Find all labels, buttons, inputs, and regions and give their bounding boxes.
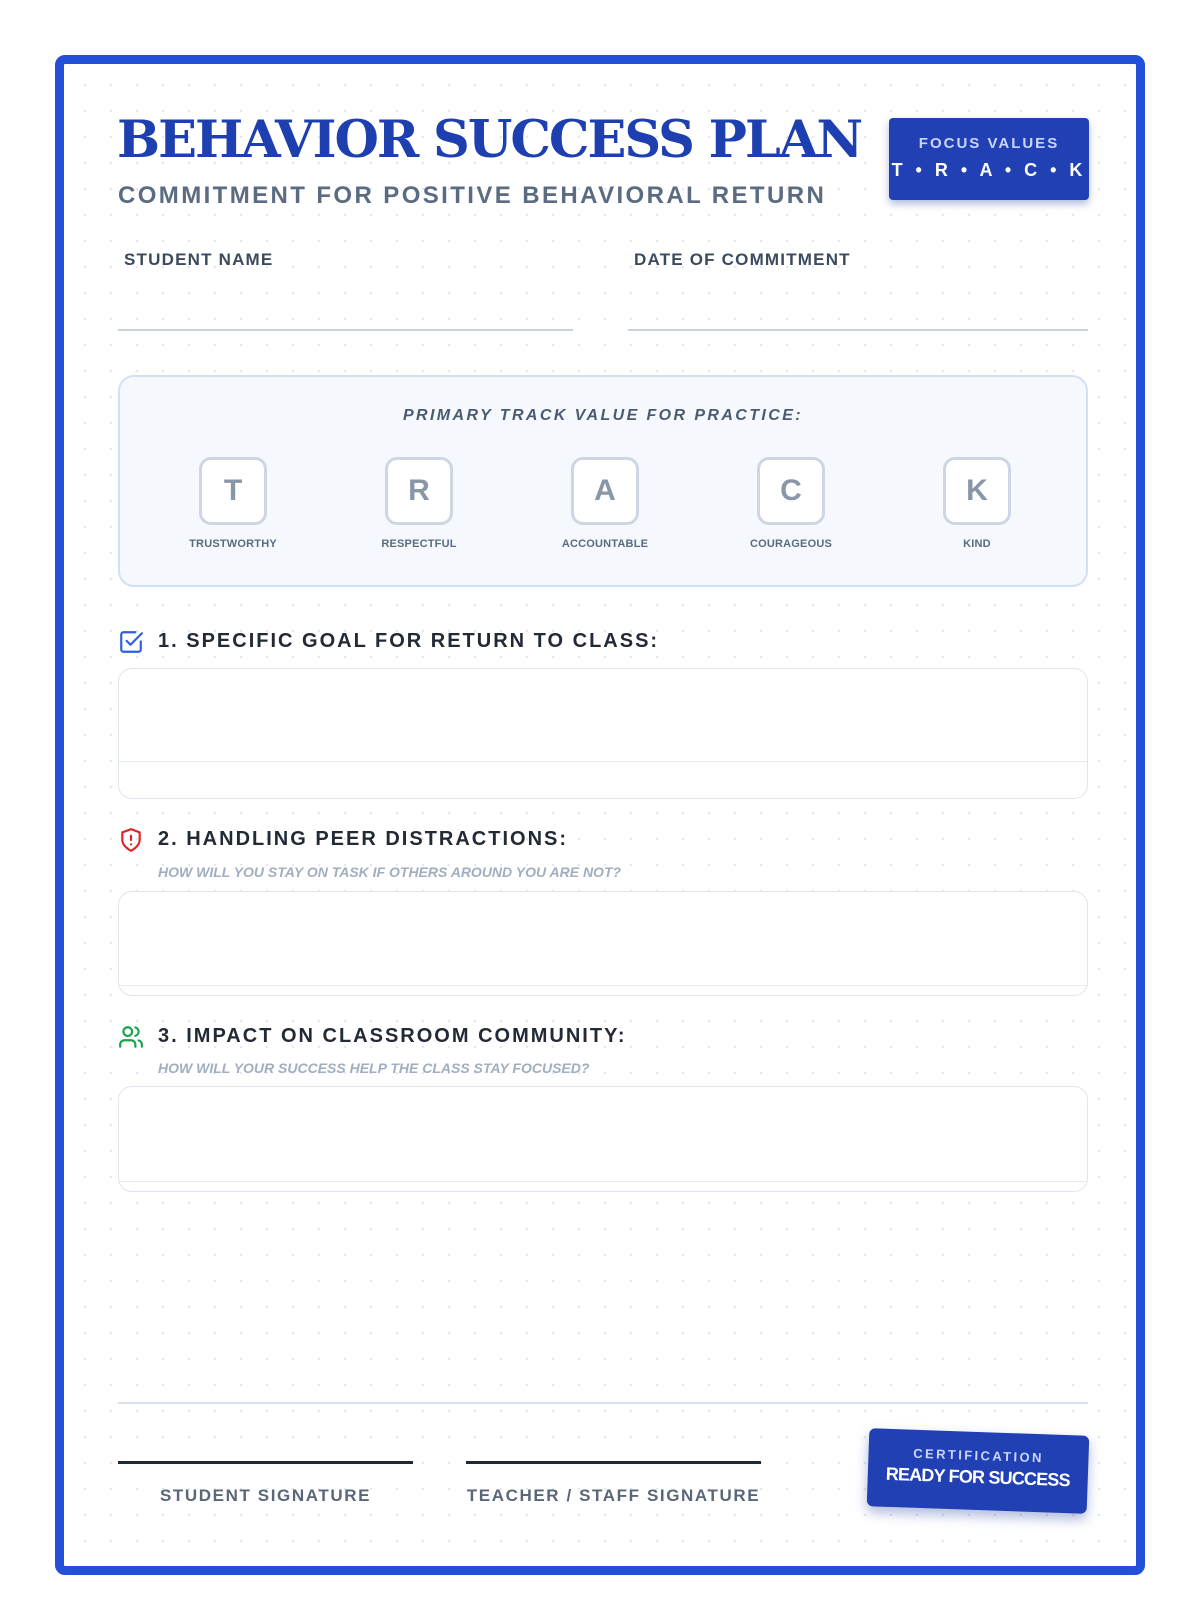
value-letter-k: K [943, 457, 1011, 525]
value-letter-t: T [199, 457, 267, 525]
value-word-respectful: RESPECTFUL [381, 538, 457, 550]
section-title-goal: 1. SPECIFIC GOAL FOR RETURN TO CLASS: [158, 630, 660, 652]
student-name-label: STUDENT NAME [124, 250, 274, 269]
users-icon [118, 1024, 144, 1050]
answer-rule [119, 761, 1087, 762]
shield-alert-icon [118, 827, 144, 853]
answer-rule [119, 1181, 1087, 1182]
certification-stamp [867, 1428, 1090, 1514]
student-name-field[interactable] [118, 329, 573, 331]
date-label: DATE OF COMMITMENT [634, 250, 851, 269]
section-prompt-impact: HOW WILL YOUR SUCCESS HELP THE CLASS STAY FOCUSED? [158, 1060, 590, 1076]
teacher-signature-line[interactable] [466, 1461, 761, 1464]
track-values-panel [118, 375, 1088, 587]
value-word-accountable: ACCOUNTABLE [561, 538, 649, 550]
focus-values-letters: T • R • A • C • K [891, 160, 1087, 180]
impact-answer-box[interactable] [118, 1086, 1088, 1192]
value-letter-a: A [571, 457, 639, 525]
focus-values-badge [889, 118, 1089, 200]
track-value-accountable[interactable] [530, 457, 680, 550]
date-field[interactable] [628, 329, 1088, 331]
distractions-answer-box[interactable] [118, 891, 1088, 996]
section-title-impact: 3. IMPACT ON CLASSROOM COMMUNITY: [158, 1025, 627, 1047]
teacher-signature-label: TEACHER / STAFF SIGNATURE [466, 1486, 761, 1505]
footer-divider [118, 1402, 1088, 1404]
value-word-kind: KIND [963, 538, 991, 550]
goal-answer-box[interactable] [118, 668, 1088, 799]
page-title: BEHAVIOR SUCCESS PLAN [117, 110, 862, 170]
section-title-distractions: 2. HANDLING PEER DISTRACTIONS: [158, 828, 569, 850]
value-letter-c: C [757, 457, 825, 525]
track-value-kind[interactable] [902, 457, 1052, 550]
value-word-trustworthy: TRUSTWORTHY [189, 538, 277, 550]
student-signature-line[interactable] [118, 1461, 413, 1464]
student-signature-label: STUDENT SIGNATURE [159, 1486, 372, 1505]
plan-sheet [55, 55, 1145, 1575]
track-value-courageous[interactable] [716, 457, 866, 550]
track-value-respectful[interactable] [344, 457, 494, 550]
value-letter-r: R [385, 457, 453, 525]
checkbox-icon [118, 629, 144, 655]
section-prompt-distractions: HOW WILL YOU STAY ON TASK IF OTHERS AROUND YOU ARE NOT? [158, 864, 622, 880]
focus-values-label: FOCUS VALUES [918, 135, 1060, 152]
certification-value: READY FOR SUCCESS [885, 1463, 1071, 1491]
answer-rule [119, 985, 1087, 986]
value-word-courageous: COURAGEOUS [749, 538, 833, 550]
certification-label: CERTIFICATION [913, 1445, 1045, 1466]
track-value-trustworthy[interactable] [158, 457, 308, 550]
page-subtitle: COMMITMENT FOR POSITIVE BEHAVIORAL RETURN [118, 182, 827, 209]
track-values-heading: PRIMARY TRACK VALUE FOR PRACTICE: [402, 407, 804, 424]
